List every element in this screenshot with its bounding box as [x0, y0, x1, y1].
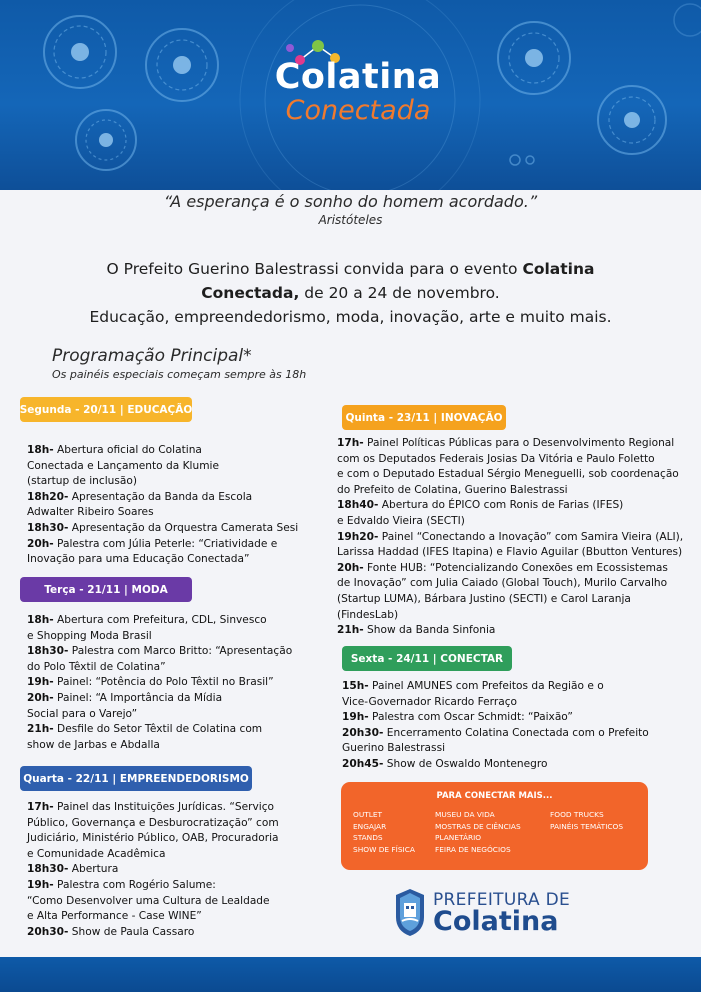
schedule-line: [27, 675, 292, 691]
logo-line-1: Colatina: [274, 57, 442, 97]
schedule-line: [27, 722, 292, 738]
schedule-text: Painel Políticas Públicas para o Desenvolvimento Regional: [363, 437, 675, 449]
schedule-time: 19h-: [27, 676, 54, 689]
schedule-time: 18h30-: [27, 863, 69, 876]
schedule-time: 18h30-: [27, 521, 69, 534]
intro-line1-pre: O Prefeito Guerino Balestrassi convida para o evento: [106, 260, 523, 278]
schedule-time: 20h-: [27, 537, 54, 550]
schedule-text: Painel: “A Importância da Mídia: [53, 691, 223, 704]
schedule-text: Painel “Conectando a Inovação” com Samira Vieira (ALI),: [378, 530, 684, 543]
schedule-line: [342, 757, 649, 773]
schedule-text: Desfile do Setor Têxtil de Colatina com: [53, 723, 263, 736]
conectar-item: OUTLET: [353, 810, 383, 819]
conectar-col-1: [353, 809, 415, 855]
schedule-line: [27, 862, 279, 878]
conectar-item: FEIRA DE NEGÓCIOS: [435, 844, 511, 854]
schedule-text: Abertura oficial do Colatina: [53, 444, 202, 456]
schedule-text: Palestra com Rogério Salume:: [53, 878, 216, 891]
schedule-text: Painel: “Potência do Polo Têxtil no Brasil”: [53, 676, 274, 689]
prefeitura-line-2: Colatina: [433, 906, 559, 937]
schedule-quarta: [27, 800, 279, 940]
intro-line1-bold: Colatina: [522, 260, 595, 278]
quote-author: Aristóteles: [318, 213, 383, 227]
schedule-text: Painel das Instituições Jurídicas. “Serviço: [53, 801, 275, 813]
schedule-line: Adwalter Ribeiro Soares: [27, 506, 154, 519]
conectar-item: SHOW DE FÍSICA: [353, 844, 415, 854]
schedule-text: Palestra com Júlia Peterle: “Criatividade e: [53, 537, 278, 550]
schedule-text: Abertura do ÉPICO com Ronis de Farias (IFES): [378, 499, 624, 512]
intro-line2-rest: de 20 a 24 de novembro.: [299, 284, 500, 302]
schedule-quinta: [337, 436, 683, 639]
footer-bar: [0, 957, 701, 992]
schedule-text: Abertura com Prefeitura, CDL, Sinvesco: [53, 614, 267, 626]
quote-text: “A esperança é o sonho do homem acordado.”: [163, 192, 538, 211]
schedule-line: (startup de inclusão): [27, 475, 137, 488]
invitation-text: [30, 257, 671, 329]
schedule-text: Palestra com Oscar Schmidt: “Paixão”: [368, 711, 573, 724]
schedule-time: 21h-: [337, 624, 364, 637]
schedule-time: 15h-: [342, 680, 369, 692]
schedule-text: Abertura: [68, 863, 119, 876]
schedule-line: (FindesLab): [337, 608, 399, 621]
schedule-text: Fonte HUB: “Potencializando Conexões em Ecossistemas: [363, 561, 668, 574]
conectar-col-2: [435, 809, 521, 855]
schedule-text: Show da Banda Sinfonia: [363, 624, 496, 637]
conectar-item: STANDS: [353, 833, 383, 843]
schedule-line: [27, 537, 298, 553]
schedule-line: [342, 726, 649, 742]
conectar-col-3: [550, 809, 623, 832]
schedule-line: Público, Governança e Desburocratização” com: [27, 816, 279, 829]
schedule-line: show de Jarbas e Abdalla: [27, 738, 160, 751]
schedule-line: e com o Deputado Estadual Sérgio Meneguelli, sob coordenação: [337, 468, 679, 481]
schedule-text: Painel AMUNES com Prefeitos da Região e o: [368, 680, 604, 692]
conectar-item: PLANETÁRIO: [435, 833, 482, 843]
schedule-time: 20h-: [337, 561, 364, 574]
schedule-line: [27, 490, 298, 506]
schedule-text: Show de Paula Cassaro: [68, 925, 195, 938]
schedule-time: 18h20-: [27, 490, 69, 503]
schedule-line: e Shopping Moda Brasil: [27, 629, 152, 642]
schedule-time: 18h-: [27, 614, 54, 626]
schedule-time: 18h30-: [27, 645, 69, 658]
conectar-item: PAINÉIS TEMÁTICOS: [550, 821, 624, 831]
city-emblem-icon: [393, 887, 427, 937]
conectar-item: MUSEU DA VIDA: [435, 810, 495, 819]
prefeitura-line-1: PREFEITURA DE: [433, 890, 571, 910]
schedule-line: [337, 530, 683, 546]
schedule-line: [337, 561, 683, 577]
schedule-line: Conectada e Lançamento da Klumie: [27, 459, 219, 472]
schedule-line: [27, 521, 298, 537]
schedule-time: 20h-: [27, 691, 54, 704]
prefeitura-logo: [393, 884, 593, 942]
schedule-line: e Comunidade Acadêmica: [27, 847, 166, 860]
program-subtitle: Os painéis especiais começam sempre às 18h: [52, 368, 307, 381]
program-title: Programação Principal*: [52, 346, 252, 366]
event-logo: [268, 58, 448, 126]
schedule-text: Palestra com Marco Britto: “Apresentação: [68, 645, 293, 658]
day-label-quinta: Quinta - 23/11 | INOVAÇÃO: [342, 405, 506, 430]
schedule-line: [337, 498, 683, 514]
day-label-segunda: Segunda - 20/11 | EDUCAÇÃO: [20, 397, 192, 422]
schedule-line: [342, 679, 649, 695]
day-label-quarta: Quarta - 22/11 | EMPREENDEDORISMO: [20, 766, 252, 791]
schedule-text: Apresentação da Orquestra Camerata Sesi: [68, 521, 299, 534]
schedule-line: [27, 613, 292, 629]
schedule-line: Larissa Haddad (IFES Itapina) e Flavio Aguilar (Bbutton Ventures): [337, 546, 683, 559]
schedule-text: Apresentação da Banda da Escola: [68, 490, 253, 503]
schedule-line: e Alta Performance - Case WINE”: [27, 910, 202, 923]
schedule-line: [342, 710, 649, 726]
intro-line2-bold: Conectada,: [201, 284, 300, 302]
schedule-time: 19h-: [27, 878, 54, 891]
schedule-line: [27, 878, 279, 894]
conectar-item: ENGAJAR: [353, 821, 387, 831]
schedule-line: [27, 644, 292, 660]
schedule-time: 18h-: [27, 444, 54, 456]
schedule-line: [337, 623, 683, 639]
schedule-line: (Startup LUMA), Bárbara Justino (SECTI) e Carol Laranja: [337, 592, 631, 605]
conectar-title: PARA CONECTAR MAIS...: [436, 791, 553, 801]
schedule-line: do Prefeito de Colatina, Guerino Balestrassi: [337, 483, 568, 496]
schedule-line: de Inovação” com Julia Caiado (Global Touch), Murilo Carvalho: [337, 577, 668, 590]
schedule-terca: [27, 613, 292, 753]
schedule-line: Guerino Balestrassi: [342, 742, 446, 755]
schedule-time: 20h30-: [342, 726, 384, 739]
schedule-line: Vice-Governador Ricardo Ferraço: [342, 695, 518, 708]
schedule-time: 19h20-: [337, 530, 379, 543]
schedule-line: “Como Desenvolver uma Cultura de Lealdade: [27, 894, 270, 907]
conectar-item: MOSTRAS DE CIÊNCIAS: [435, 821, 521, 831]
schedule-line: com os Deputados Federais Josias Da Vitória e Paulo Foletto: [337, 452, 655, 465]
logo-line-2: Conectada: [285, 95, 431, 126]
intro-line3: Educação, empreendedorismo, moda, inovação, arte e muito mais.: [89, 308, 612, 326]
day-label-terca: Terça - 21/11 | MODA: [20, 577, 192, 602]
schedule-time: 19h-: [342, 711, 369, 724]
schedule-text: Encerramento Colatina Conectada com o Prefeito: [383, 726, 649, 739]
schedule-line: [27, 691, 292, 707]
schedule-time: 20h30-: [27, 925, 69, 938]
header-banner: [0, 0, 701, 190]
schedule-segunda: [27, 443, 298, 568]
schedule-sexta: [342, 679, 649, 773]
schedule-time: 17h-: [337, 437, 364, 449]
schedule-line: Social para o Varejo”: [27, 707, 138, 720]
schedule-line: e Edvaldo Vieira (SECTI): [337, 514, 465, 527]
conectar-item: FOOD TRUCKS: [550, 810, 604, 819]
schedule-line: do Polo Têxtil de Colatina”: [27, 660, 166, 673]
schedule-line: [27, 800, 279, 816]
schedule-time: 18h40-: [337, 499, 379, 512]
schedule-time: 17h-: [27, 801, 54, 813]
schedule-text: Show de Oswaldo Montenegro: [383, 757, 548, 770]
schedule-time: 20h45-: [342, 757, 384, 770]
schedule-line: Inovação para uma Educação Conectada”: [27, 553, 250, 566]
conectar-mais-box: [341, 782, 648, 870]
schedule-line: [27, 925, 279, 941]
schedule-line: [337, 436, 683, 452]
schedule-line: [27, 443, 298, 459]
schedule-line: Judiciário, Ministério Público, OAB, Procuradoria: [27, 832, 279, 845]
day-label-sexta: Sexta - 24/11 | CONECTAR: [342, 646, 512, 671]
schedule-time: 21h-: [27, 723, 54, 736]
